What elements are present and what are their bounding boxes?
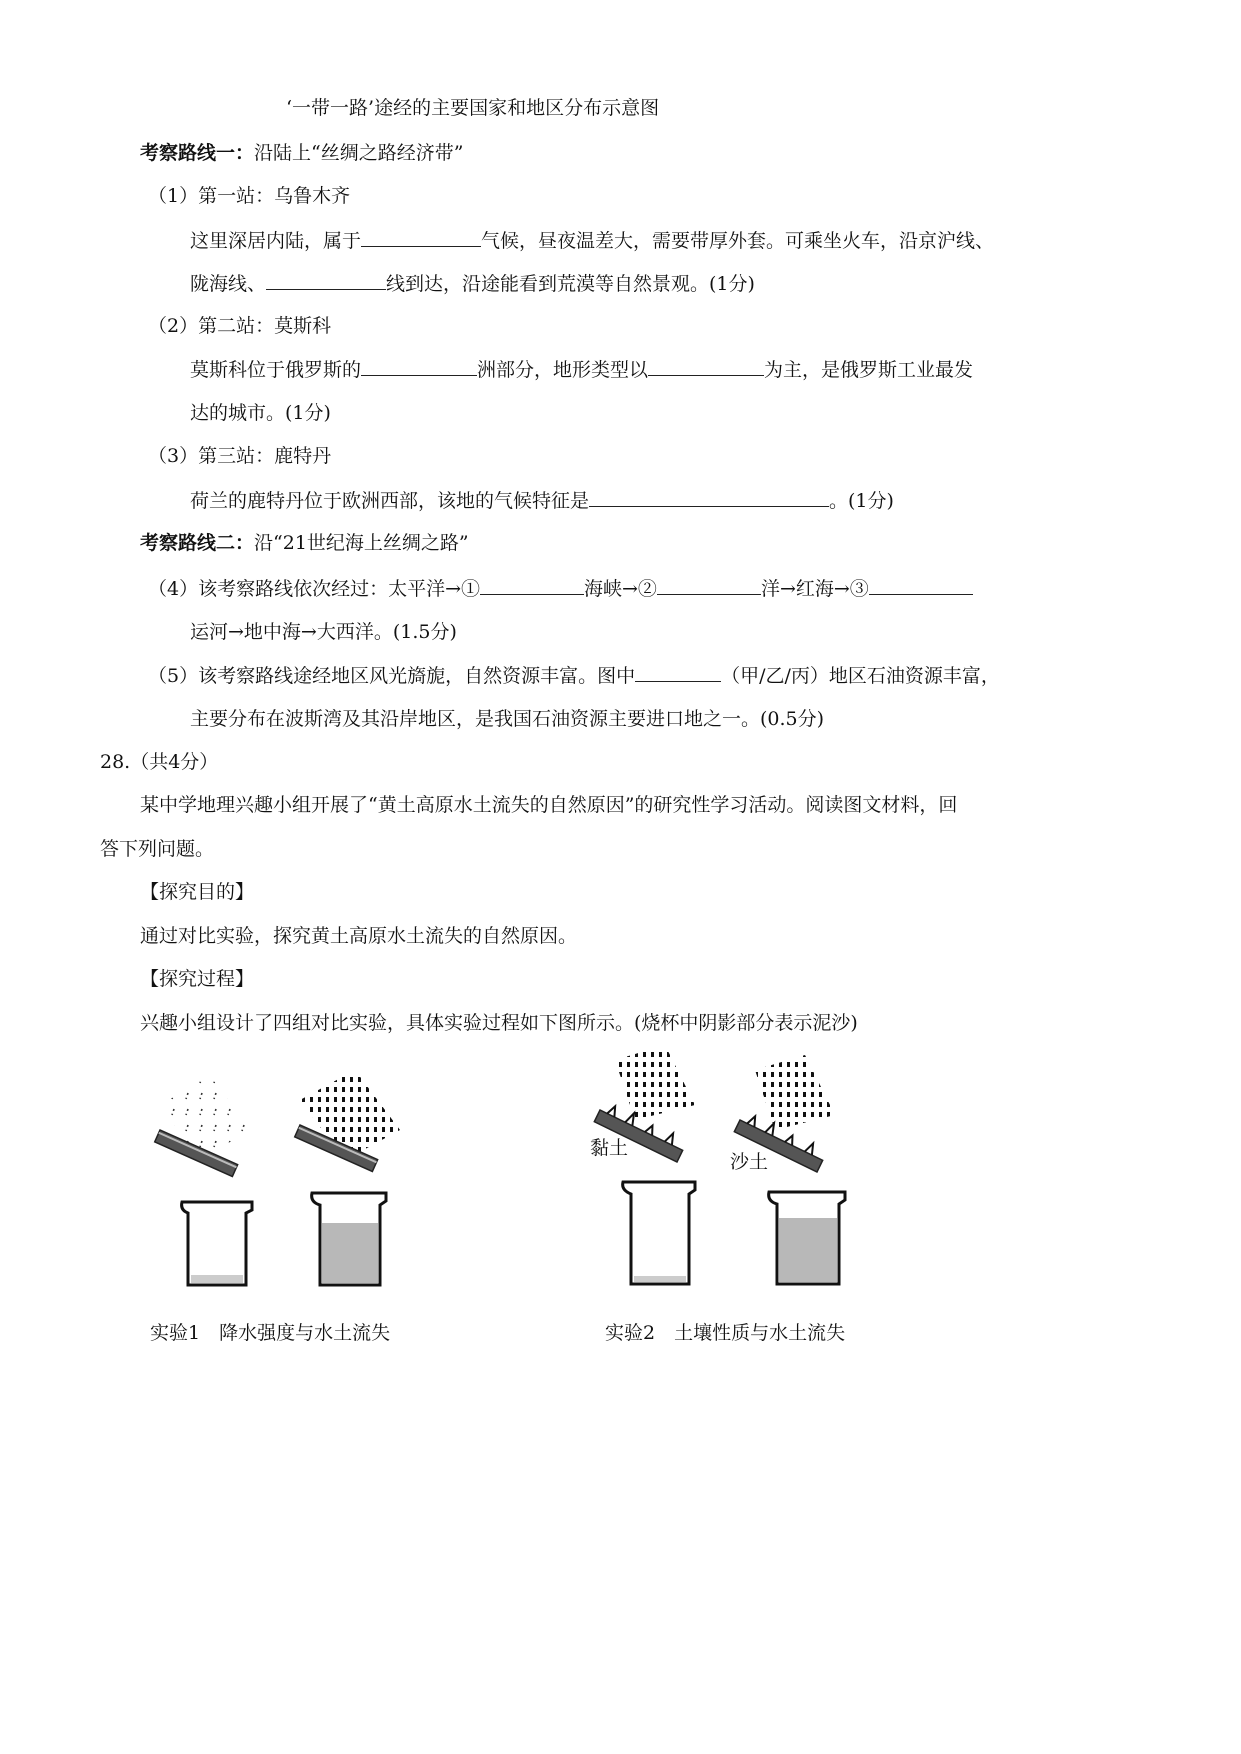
- q5-text-b: （甲/乙/丙）地区石油资源丰富，: [721, 665, 1000, 687]
- route-one: [140, 141, 463, 165]
- q28-intro-1: 某中学地理兴趣小组开展了“黄土高原水土流失的自然原因”的研究性学习活动。阅读图文材料，回: [140, 794, 958, 816]
- q2-text-c: 为主，是俄罗斯工业最发: [764, 359, 974, 381]
- q3-blank-climate-feature[interactable]: [589, 488, 829, 507]
- map-caption: ‘一带一路’途经的主要国家和地区分布示意图: [286, 97, 660, 119]
- process-heading: 【探究过程】: [140, 968, 255, 990]
- q3-line1: [190, 488, 894, 513]
- q4-blank-canal[interactable]: [869, 576, 973, 595]
- q1-line1: [190, 228, 994, 253]
- q1-text-d: 线到达，沿途能看到荒漠等自然景观。(1分): [386, 273, 755, 295]
- q4-blank-strait[interactable]: [480, 576, 584, 595]
- heavy-rain-icon: [615, 1050, 695, 1120]
- q1-text-b: 气候，昼夜温差大，需要带厚外套。可乘坐火车，沿京沪线、: [481, 230, 995, 252]
- q4-text-a: （4）该考察路线依次经过：太平洋→①: [148, 578, 481, 600]
- q2-title: （2）第二站：莫斯科: [148, 315, 332, 337]
- route-two-label: 考察路线二：: [140, 532, 255, 554]
- q2-text-a: 莫斯科位于俄罗斯的: [190, 359, 362, 381]
- experiment-2-figure: [585, 1050, 915, 1310]
- q1-text-c: 陇海线、: [190, 273, 267, 295]
- route-two-text: 沿“21世纪海上丝绸之路”: [254, 532, 469, 554]
- beaker-muddy-icon: [769, 1192, 845, 1284]
- q5-line2: 主要分布在波斯湾及其沿岸地区，是我国石油资源主要进口地之一。(0.5分): [190, 708, 825, 730]
- q5-line1: [148, 663, 1000, 688]
- route-two: [140, 531, 469, 555]
- q2-blank-terrain[interactable]: [648, 357, 764, 376]
- q5-blank-region[interactable]: [635, 663, 721, 682]
- beaker-clear-icon: [182, 1202, 252, 1285]
- q28-intro-2: 答下列问题。: [100, 838, 215, 860]
- beaker-muddy-icon: [312, 1193, 386, 1285]
- purpose-heading: 【探究目的】: [140, 881, 255, 903]
- experiment-1-caption: 实验1 降水强度与水土流失: [150, 1322, 391, 1344]
- q2-line1: [190, 357, 973, 382]
- q4-line1: [148, 576, 973, 601]
- q1-text-a: 这里深居内陆，属于: [190, 230, 362, 252]
- label-sand: 沙土: [730, 1151, 769, 1173]
- heavy-rain-icon: [755, 1055, 835, 1130]
- purpose-text: 通过对比实验，探究黄土高原水土流失的自然原因。: [140, 925, 578, 947]
- q2-line2: 达的城市。(1分): [190, 402, 331, 424]
- beaker-clear-icon: [623, 1182, 695, 1284]
- q1-title: （1）第一站：乌鲁木齐: [148, 185, 351, 207]
- process-text: 兴趣小组设计了四组对比实验，具体实验过程如下图所示。(烧杯中阴影部分表示泥沙): [140, 1012, 858, 1034]
- route-one-label: 考察路线一：: [140, 142, 255, 164]
- q1-blank-railway[interactable]: [266, 271, 386, 290]
- q3-title: （3）第三站：鹿特丹: [148, 445, 332, 467]
- experiment-2-caption: 实验2 土壤性质与水土流失: [605, 1322, 846, 1344]
- route-one-text: 沿陆上“丝绸之路经济带”: [254, 142, 464, 164]
- label-clay: 黏土: [590, 1137, 629, 1159]
- q28-header: 28.（共4分）: [100, 751, 219, 773]
- q4-text-b: 海峡→②: [584, 578, 657, 600]
- q2-blank-continent[interactable]: [361, 357, 477, 376]
- q5-text-a: （5）该考察路线途经地区风光旖旎，自然资源丰富。图中: [148, 665, 636, 687]
- q4-line2: 运河→地中海→大西洋。(1.5分): [190, 621, 457, 643]
- experiment-1-figure: [140, 1075, 520, 1315]
- q3-text-b: 。(1分): [829, 490, 894, 512]
- q4-blank-ocean[interactable]: [657, 576, 761, 595]
- q1-blank-climate[interactable]: [361, 228, 481, 247]
- q3-text-a: 荷兰的鹿特丹位于欧洲西部，该地的气候特征是: [190, 490, 590, 512]
- q1-line2: [190, 271, 755, 296]
- q2-text-b: 洲部分，地形类型以: [477, 359, 649, 381]
- q4-text-c: 洋→红海→③: [760, 578, 869, 600]
